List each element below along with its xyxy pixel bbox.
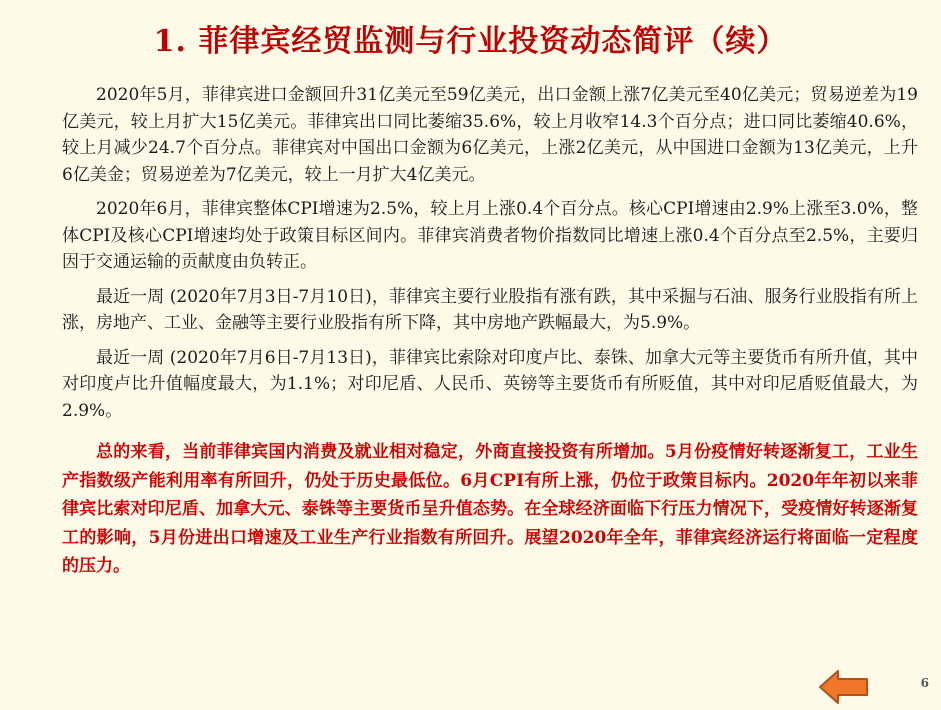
paragraph-stock-index: 最近一周 (2020年7月3日-7月10日)，菲律宾主要行业股指有涨有跌，其中采掘与石油、服务行业股指有所上涨，房地产、工业、金融等主要行业股指有所下降，其中房地产跌幅最大，为5.9%。 [62,286,918,333]
page-number: 6 [920,676,929,690]
paragraph-summary: 总的来看，当前菲律宾国内消费及就业相对稳定，外商直接投资有所增加。5月份疫情好转逐渐复工，工业生产指数级产能利用率有所回升，仍处于历史最低位。6月CPI有所上涨，仍位于政策目标内。2020年年初以来菲律宾比索对印尼盾、加拿大元、泰铢等主要货币呈升值态势。在全球经济面临下行压力情况下，受疫情好转逐渐复工的影响，5月份进出口增速及工业生产行业指数有所回升。展望2020年全年，菲律宾经济运行将面临一定程度的压力。 [62,442,918,576]
paragraph-cpi: 2020年6月，菲律宾整体CPI增速为2.5%，较上月上涨0.4个百分点。核心CPI增速由2.9%上涨至3.0%，整体CPI及核心CPI增速均处于政策目标区间内。菲律宾消费者物价指数同比增速上涨0.4个百分点至2.5%，主要归因于交通运输的贡献度由负转正。 [62,199,918,272]
slide-title: 1. 菲律宾经贸监测与行业投资动态简评（续） [153,24,788,59]
paragraph-trade: 2020年5月，菲律宾进口金额回升31亿美元至59亿美元，出口金额上涨7亿美元至40亿美元；贸易逆差为19亿美元，较上月扩大15亿美元。菲律宾出口同比萎缩35.6%，较上月收窄14.3个百分点；进口同比萎缩40.6%，较上月减少24.7个百分点。菲律宾对中国出口金额为6亿美元，上涨2亿美元，从中国进口金额为13亿美元，上升6亿美金；贸易逆差为7亿美元，较上一月扩大4亿美元。 [62,85,918,185]
slide-content [62,82,918,589]
paragraph-currency: 最近一周 (2020年7月6日-7月13日)，菲律宾比索除对印度卢比、泰铢、加拿大元等主要货币有所升值，其中对印度卢比升值幅度最大，为1.1%；对印尼盾、人民币、英镑等主要货币有所贬值，其中对印尼盾贬值最大，为2.9%。 [62,347,918,421]
back-arrow-button[interactable] [818,668,870,706]
left-arrow-icon [818,668,870,706]
